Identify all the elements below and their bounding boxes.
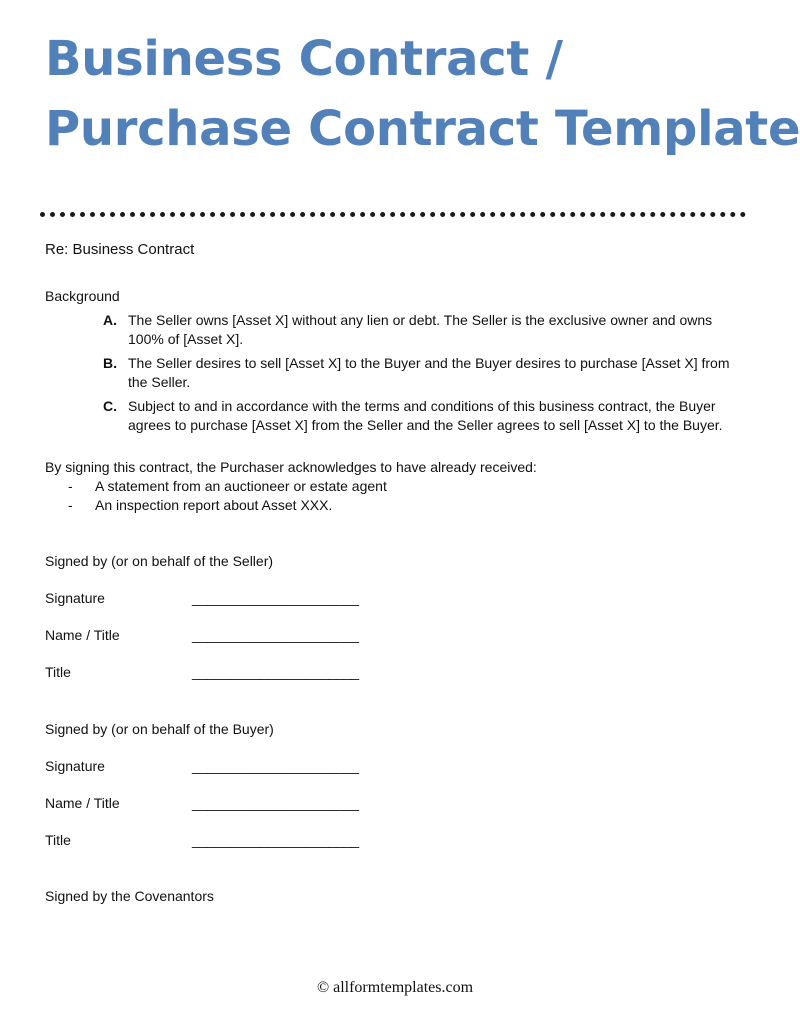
- field-label: Name / Title: [45, 795, 120, 811]
- background-heading: Background: [45, 288, 120, 304]
- background-list: [103, 311, 743, 440]
- footer-copyright: © allformtemplates.com: [316, 979, 474, 996]
- field-label: Title: [45, 664, 71, 680]
- buyer-signature-block: [45, 720, 359, 850]
- list-item-text: Subject to and in accordance with the terms and conditions of this business contract, the Buyer agrees to purchase [Asset X] from the Seller and the Seller agrees to sell [Asset X] to the Buyer.: [128, 398, 723, 433]
- list-item: [68, 496, 387, 515]
- list-item-letter: A.: [103, 312, 117, 328]
- field-label: Signature: [45, 758, 105, 774]
- re-line: Re: Business Contract: [45, 241, 195, 258]
- title-line: ______________________: [192, 664, 359, 680]
- list-item: [68, 477, 387, 496]
- acknowledgement-intro: By signing this contract, the Purchaser acknowledges to have already received:: [45, 459, 537, 475]
- document-title-line-2: Purchase Contract Template: [45, 101, 800, 157]
- covenantors-line: Signed by the Covenantors: [45, 888, 214, 904]
- title-row: [45, 831, 359, 850]
- dotted-divider: [40, 212, 746, 217]
- list-item: [103, 354, 743, 392]
- title-line: ______________________: [192, 832, 359, 848]
- signature-line: ______________________: [192, 758, 359, 774]
- acknowledgement-list: [68, 477, 387, 515]
- list-item-text: An inspection report about Asset XXX.: [95, 497, 333, 513]
- list-item-text: The Seller desires to sell [Asset X] to the Buyer and the Buyer desires to purchase [Asset X] from the Seller.: [128, 355, 730, 390]
- signature-row: [45, 589, 359, 608]
- list-item-letter: B.: [103, 355, 117, 371]
- signature-row: [45, 757, 359, 776]
- name-title-line: ______________________: [192, 795, 359, 811]
- buyer-block-heading: Signed by (or on behalf of the Buyer): [45, 721, 274, 737]
- field-label: Title: [45, 832, 71, 848]
- document-title: [45, 24, 800, 164]
- bullet-dash: -: [68, 478, 73, 494]
- field-label: Name / Title: [45, 627, 120, 643]
- list-item-text: The Seller owns [Asset X] without any lien or debt. The Seller is the exclusive owner and owns 100% of [Asset X].: [128, 312, 713, 347]
- field-label: Signature: [45, 590, 105, 606]
- bullet-dash: -: [68, 497, 73, 513]
- list-item-text: A statement from an auctioneer or estate agent: [95, 478, 387, 494]
- title-row: [45, 663, 359, 682]
- name-title-row: [45, 626, 359, 645]
- list-item-letter: C.: [103, 398, 117, 414]
- name-title-line: ______________________: [192, 627, 359, 643]
- signature-line: ______________________: [192, 590, 359, 606]
- seller-block-heading: Signed by (or on behalf of the Seller): [45, 553, 274, 569]
- seller-signature-block: [45, 552, 359, 682]
- list-item: [103, 397, 743, 435]
- document-title-line-1: Business Contract /: [45, 31, 563, 87]
- list-item: [103, 311, 743, 349]
- name-title-row: [45, 794, 359, 813]
